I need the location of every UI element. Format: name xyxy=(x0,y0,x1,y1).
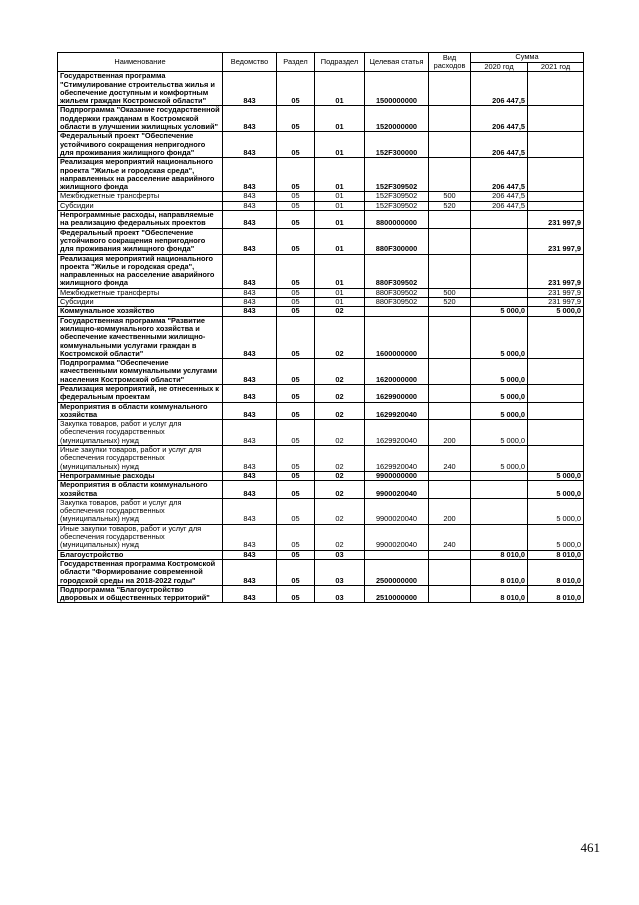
cell-2020 xyxy=(471,228,528,254)
cell-section: 05 xyxy=(277,254,315,288)
cell-2020 xyxy=(471,298,528,307)
table-row xyxy=(58,359,584,385)
table-row xyxy=(58,228,584,254)
cell-exptype xyxy=(429,585,471,603)
cell-name: Благоустройство xyxy=(58,550,223,559)
cell-dept: 843 xyxy=(223,420,277,446)
table-row xyxy=(58,585,584,603)
cell-section: 05 xyxy=(277,471,315,480)
table-row xyxy=(58,298,584,307)
cell-section: 05 xyxy=(277,158,315,192)
cell-exptype xyxy=(429,316,471,358)
cell-name: Государственная программа "Развитие жилищно-коммунального хозяйства и обеспечение качественными жилищно-коммунальными услугами граждан в Костромской области" xyxy=(58,316,223,358)
cell-subsection: 01 xyxy=(315,158,365,192)
cell-subsection: 03 xyxy=(315,550,365,559)
cell-2021 xyxy=(528,359,584,385)
table-row xyxy=(58,288,584,297)
cell-section: 05 xyxy=(277,288,315,297)
cell-target: 9900020040 xyxy=(365,524,429,550)
cell-exptype: 500 xyxy=(429,288,471,297)
cell-name: Реализация мероприятий, не отнесенных к федеральным проектам xyxy=(58,384,223,402)
cell-name: Закупка товаров, работ и услуг для обеспечения государственных (муниципальных) нужд xyxy=(58,498,223,524)
header-subsection: Подраздел xyxy=(315,53,365,72)
cell-dept: 843 xyxy=(223,158,277,192)
cell-2020: 206 447,5 xyxy=(471,72,528,106)
cell-section: 05 xyxy=(277,498,315,524)
cell-name: Реализация мероприятий национального проекта "Жилье и городская среда", направленных на расселение аварийного жилищного фонда xyxy=(58,254,223,288)
cell-2021: 5 000,0 xyxy=(528,498,584,524)
cell-2020: 8 010,0 xyxy=(471,559,528,585)
header-year-2020: 2020 год xyxy=(471,63,528,72)
cell-2021 xyxy=(528,158,584,192)
table-body xyxy=(58,72,584,603)
cell-exptype xyxy=(429,481,471,499)
table-row xyxy=(58,402,584,420)
cell-2021 xyxy=(528,192,584,201)
cell-target: 9900020040 xyxy=(365,481,429,499)
table-row xyxy=(58,72,584,106)
cell-2021: 5 000,0 xyxy=(528,471,584,480)
cell-target: 1629920040 xyxy=(365,402,429,420)
cell-exptype: 240 xyxy=(429,524,471,550)
cell-2021: 231 997,9 xyxy=(528,254,584,288)
cell-2021 xyxy=(528,72,584,106)
cell-dept: 843 xyxy=(223,72,277,106)
cell-dept: 843 xyxy=(223,298,277,307)
cell-name: Мероприятия в области коммунального хозяйства xyxy=(58,481,223,499)
cell-exptype: 500 xyxy=(429,192,471,201)
cell-2021: 231 997,9 xyxy=(528,211,584,229)
cell-dept: 843 xyxy=(223,359,277,385)
cell-section: 05 xyxy=(277,384,315,402)
cell-exptype xyxy=(429,359,471,385)
cell-target: 1629920040 xyxy=(365,420,429,446)
cell-name: Государственная программа "Стимулирование строительства жилья и обеспечение доступным и комфортным жильем граждан Костромской области" xyxy=(58,72,223,106)
table-row xyxy=(58,316,584,358)
cell-section: 05 xyxy=(277,106,315,132)
cell-exptype: 200 xyxy=(429,498,471,524)
cell-name: Подпрограмма "Обеспечение качественными коммунальными услугами населения Костромской области" xyxy=(58,359,223,385)
cell-2021: 231 997,9 xyxy=(528,228,584,254)
cell-2021 xyxy=(528,316,584,358)
page-number: 461 xyxy=(580,840,600,855)
header-name: Наименование xyxy=(58,53,223,72)
table-row xyxy=(58,471,584,480)
cell-target: 2510000000 xyxy=(365,585,429,603)
cell-subsection: 02 xyxy=(315,402,365,420)
cell-exptype xyxy=(429,72,471,106)
cell-name: Мероприятия в области коммунального хозяйства xyxy=(58,402,223,420)
cell-section: 05 xyxy=(277,298,315,307)
table-row xyxy=(58,254,584,288)
cell-2020 xyxy=(471,524,528,550)
cell-exptype xyxy=(429,471,471,480)
cell-2021 xyxy=(528,402,584,420)
cell-target: 9900000000 xyxy=(365,471,429,480)
header-exptype: Вид расходов xyxy=(429,53,471,72)
cell-exptype xyxy=(429,559,471,585)
table-header xyxy=(58,53,584,72)
table-row xyxy=(58,384,584,402)
cell-section: 05 xyxy=(277,307,315,316)
cell-exptype: 520 xyxy=(429,201,471,210)
cell-name: Иные закупки товаров, работ и услуг для обеспечения государственных (муниципальных) нужд xyxy=(58,524,223,550)
cell-dept: 843 xyxy=(223,384,277,402)
cell-section: 05 xyxy=(277,420,315,446)
cell-target: 2500000000 xyxy=(365,559,429,585)
header-dept: Ведомство xyxy=(223,53,277,72)
table-row xyxy=(58,201,584,210)
cell-subsection: 02 xyxy=(315,384,365,402)
cell-dept: 843 xyxy=(223,316,277,358)
cell-dept: 843 xyxy=(223,471,277,480)
budget-table xyxy=(57,52,584,603)
cell-target: 152F309502 xyxy=(365,192,429,201)
cell-2020 xyxy=(471,211,528,229)
cell-subsection: 01 xyxy=(315,228,365,254)
cell-2020 xyxy=(471,471,528,480)
cell-dept: 843 xyxy=(223,481,277,499)
table-row xyxy=(58,550,584,559)
cell-name: Иные закупки товаров, работ и услуг для обеспечения государственных (муниципальных) нужд xyxy=(58,446,223,472)
cell-exptype xyxy=(429,402,471,420)
cell-2020: 8 010,0 xyxy=(471,585,528,603)
cell-2020: 5 000,0 xyxy=(471,402,528,420)
cell-exptype: 200 xyxy=(429,420,471,446)
cell-dept: 843 xyxy=(223,106,277,132)
header-target: Целевая статья xyxy=(365,53,429,72)
cell-2020: 5 000,0 xyxy=(471,316,528,358)
cell-section: 05 xyxy=(277,402,315,420)
cell-subsection: 01 xyxy=(315,288,365,297)
cell-2020: 206 447,5 xyxy=(471,192,528,201)
cell-subsection: 01 xyxy=(315,132,365,158)
cell-section: 05 xyxy=(277,192,315,201)
cell-2020: 5 000,0 xyxy=(471,384,528,402)
cell-exptype xyxy=(429,384,471,402)
cell-dept: 843 xyxy=(223,524,277,550)
cell-subsection: 02 xyxy=(315,471,365,480)
cell-subsection: 02 xyxy=(315,420,365,446)
cell-subsection: 02 xyxy=(315,481,365,499)
table-row xyxy=(58,158,584,192)
cell-dept: 843 xyxy=(223,211,277,229)
cell-target: 1500000000 xyxy=(365,72,429,106)
cell-2021: 8 010,0 xyxy=(528,585,584,603)
cell-dept: 843 xyxy=(223,402,277,420)
table-row xyxy=(58,132,584,158)
cell-2020: 5 000,0 xyxy=(471,359,528,385)
cell-subsection: 02 xyxy=(315,498,365,524)
cell-2020: 206 447,5 xyxy=(471,201,528,210)
cell-section: 05 xyxy=(277,359,315,385)
table-row xyxy=(58,106,584,132)
cell-dept: 843 xyxy=(223,550,277,559)
header-sum: Сумма xyxy=(471,53,584,63)
cell-subsection: 02 xyxy=(315,446,365,472)
cell-exptype xyxy=(429,211,471,229)
cell-name: Межбюджетные трансферты xyxy=(58,288,223,297)
cell-2020: 206 447,5 xyxy=(471,158,528,192)
cell-subsection: 01 xyxy=(315,192,365,201)
cell-target: 1600000000 xyxy=(365,316,429,358)
cell-dept: 843 xyxy=(223,559,277,585)
table-row xyxy=(58,307,584,316)
table-row xyxy=(58,446,584,472)
cell-2021 xyxy=(528,106,584,132)
cell-exptype xyxy=(429,254,471,288)
cell-section: 05 xyxy=(277,550,315,559)
table-row xyxy=(58,420,584,446)
cell-target: 1629920040 xyxy=(365,446,429,472)
cell-2020: 5 000,0 xyxy=(471,446,528,472)
cell-2021 xyxy=(528,384,584,402)
cell-2020: 206 447,5 xyxy=(471,132,528,158)
cell-subsection: 01 xyxy=(315,201,365,210)
cell-dept: 843 xyxy=(223,498,277,524)
cell-target: 880F309502 xyxy=(365,298,429,307)
table-row xyxy=(58,481,584,499)
cell-dept: 843 xyxy=(223,307,277,316)
cell-dept: 843 xyxy=(223,585,277,603)
cell-target: 9900020040 xyxy=(365,498,429,524)
cell-section: 05 xyxy=(277,211,315,229)
cell-target: 880F300000 xyxy=(365,228,429,254)
cell-2021: 5 000,0 xyxy=(528,481,584,499)
cell-target: 1629900000 xyxy=(365,384,429,402)
cell-subsection: 02 xyxy=(315,316,365,358)
cell-exptype xyxy=(429,106,471,132)
cell-section: 05 xyxy=(277,72,315,106)
cell-target: 152F309502 xyxy=(365,201,429,210)
cell-2021 xyxy=(528,201,584,210)
cell-2021 xyxy=(528,446,584,472)
cell-2021: 8 010,0 xyxy=(528,559,584,585)
cell-section: 05 xyxy=(277,559,315,585)
cell-2021: 8 010,0 xyxy=(528,550,584,559)
cell-name: Субсидии xyxy=(58,298,223,307)
cell-subsection: 01 xyxy=(315,211,365,229)
cell-target xyxy=(365,550,429,559)
cell-name: Федеральный проект "Обеспечение устойчивого сокращения непригодного для проживания жилищного фонда" xyxy=(58,228,223,254)
table-row xyxy=(58,524,584,550)
cell-subsection: 02 xyxy=(315,307,365,316)
cell-target: 152F309502 xyxy=(365,158,429,192)
cell-2020 xyxy=(471,481,528,499)
cell-target: 1620000000 xyxy=(365,359,429,385)
cell-target: 152F300000 xyxy=(365,132,429,158)
cell-exptype xyxy=(429,158,471,192)
cell-dept: 843 xyxy=(223,228,277,254)
cell-name: Государственная программа Костромской области "Формирование современной городской среды на 2018-2022 годы" xyxy=(58,559,223,585)
cell-2020: 8 010,0 xyxy=(471,550,528,559)
cell-2021: 231 997,9 xyxy=(528,288,584,297)
cell-section: 05 xyxy=(277,524,315,550)
cell-name: Субсидии xyxy=(58,201,223,210)
cell-subsection: 02 xyxy=(315,359,365,385)
cell-target: 880F309502 xyxy=(365,288,429,297)
cell-exptype xyxy=(429,228,471,254)
cell-2020 xyxy=(471,254,528,288)
cell-subsection: 02 xyxy=(315,524,365,550)
cell-2021 xyxy=(528,132,584,158)
cell-name: Непрограммные расходы, направляемые на реализацию федеральных проектов xyxy=(58,211,223,229)
cell-subsection: 01 xyxy=(315,106,365,132)
cell-2020 xyxy=(471,498,528,524)
cell-subsection: 03 xyxy=(315,559,365,585)
cell-target xyxy=(365,307,429,316)
cell-section: 05 xyxy=(277,132,315,158)
cell-name: Реализация мероприятий национального проекта "Жилье и городская среда", направленных на расселение аварийного жилищного фонда xyxy=(58,158,223,192)
cell-exptype: 520 xyxy=(429,298,471,307)
cell-name: Подпрограмма "Оказание государственной поддержки гражданам в Костромской области в улучшении жилищных условий" xyxy=(58,106,223,132)
cell-subsection: 03 xyxy=(315,585,365,603)
table-row xyxy=(58,192,584,201)
cell-dept: 843 xyxy=(223,201,277,210)
cell-name: Закупка товаров, работ и услуг для обеспечения государственных (муниципальных) нужд xyxy=(58,420,223,446)
cell-name: Непрограммные расходы xyxy=(58,471,223,480)
cell-dept: 843 xyxy=(223,288,277,297)
header-section: Раздел xyxy=(277,53,315,72)
header-year-2021: 2021 год xyxy=(528,63,584,72)
cell-name: Подпрограмма "Благоустройство дворовых и общественных территорий" xyxy=(58,585,223,603)
cell-exptype: 240 xyxy=(429,446,471,472)
cell-2020: 5 000,0 xyxy=(471,307,528,316)
cell-2020: 206 447,5 xyxy=(471,106,528,132)
cell-section: 05 xyxy=(277,481,315,499)
cell-dept: 843 xyxy=(223,132,277,158)
cell-2021 xyxy=(528,420,584,446)
cell-target: 1520000000 xyxy=(365,106,429,132)
table-row xyxy=(58,211,584,229)
cell-name: Межбюджетные трансферты xyxy=(58,192,223,201)
cell-2021: 5 000,0 xyxy=(528,524,584,550)
cell-section: 05 xyxy=(277,585,315,603)
cell-target: 880F309502 xyxy=(365,254,429,288)
cell-target: 8800000000 xyxy=(365,211,429,229)
cell-exptype xyxy=(429,550,471,559)
cell-name: Коммунальное хозяйство xyxy=(58,307,223,316)
cell-subsection: 01 xyxy=(315,254,365,288)
cell-section: 05 xyxy=(277,228,315,254)
cell-exptype xyxy=(429,132,471,158)
cell-subsection: 01 xyxy=(315,72,365,106)
cell-dept: 843 xyxy=(223,446,277,472)
cell-section: 05 xyxy=(277,446,315,472)
table-row xyxy=(58,559,584,585)
cell-section: 05 xyxy=(277,201,315,210)
table-row xyxy=(58,498,584,524)
cell-2020 xyxy=(471,288,528,297)
cell-exptype xyxy=(429,307,471,316)
cell-2020: 5 000,0 xyxy=(471,420,528,446)
cell-name: Федеральный проект "Обеспечение устойчивого сокращения непригодного для проживания жилищного фонда" xyxy=(58,132,223,158)
cell-dept: 843 xyxy=(223,192,277,201)
cell-dept: 843 xyxy=(223,254,277,288)
cell-subsection: 01 xyxy=(315,298,365,307)
cell-2021: 5 000,0 xyxy=(528,307,584,316)
cell-section: 05 xyxy=(277,316,315,358)
cell-2021: 231 997,9 xyxy=(528,298,584,307)
